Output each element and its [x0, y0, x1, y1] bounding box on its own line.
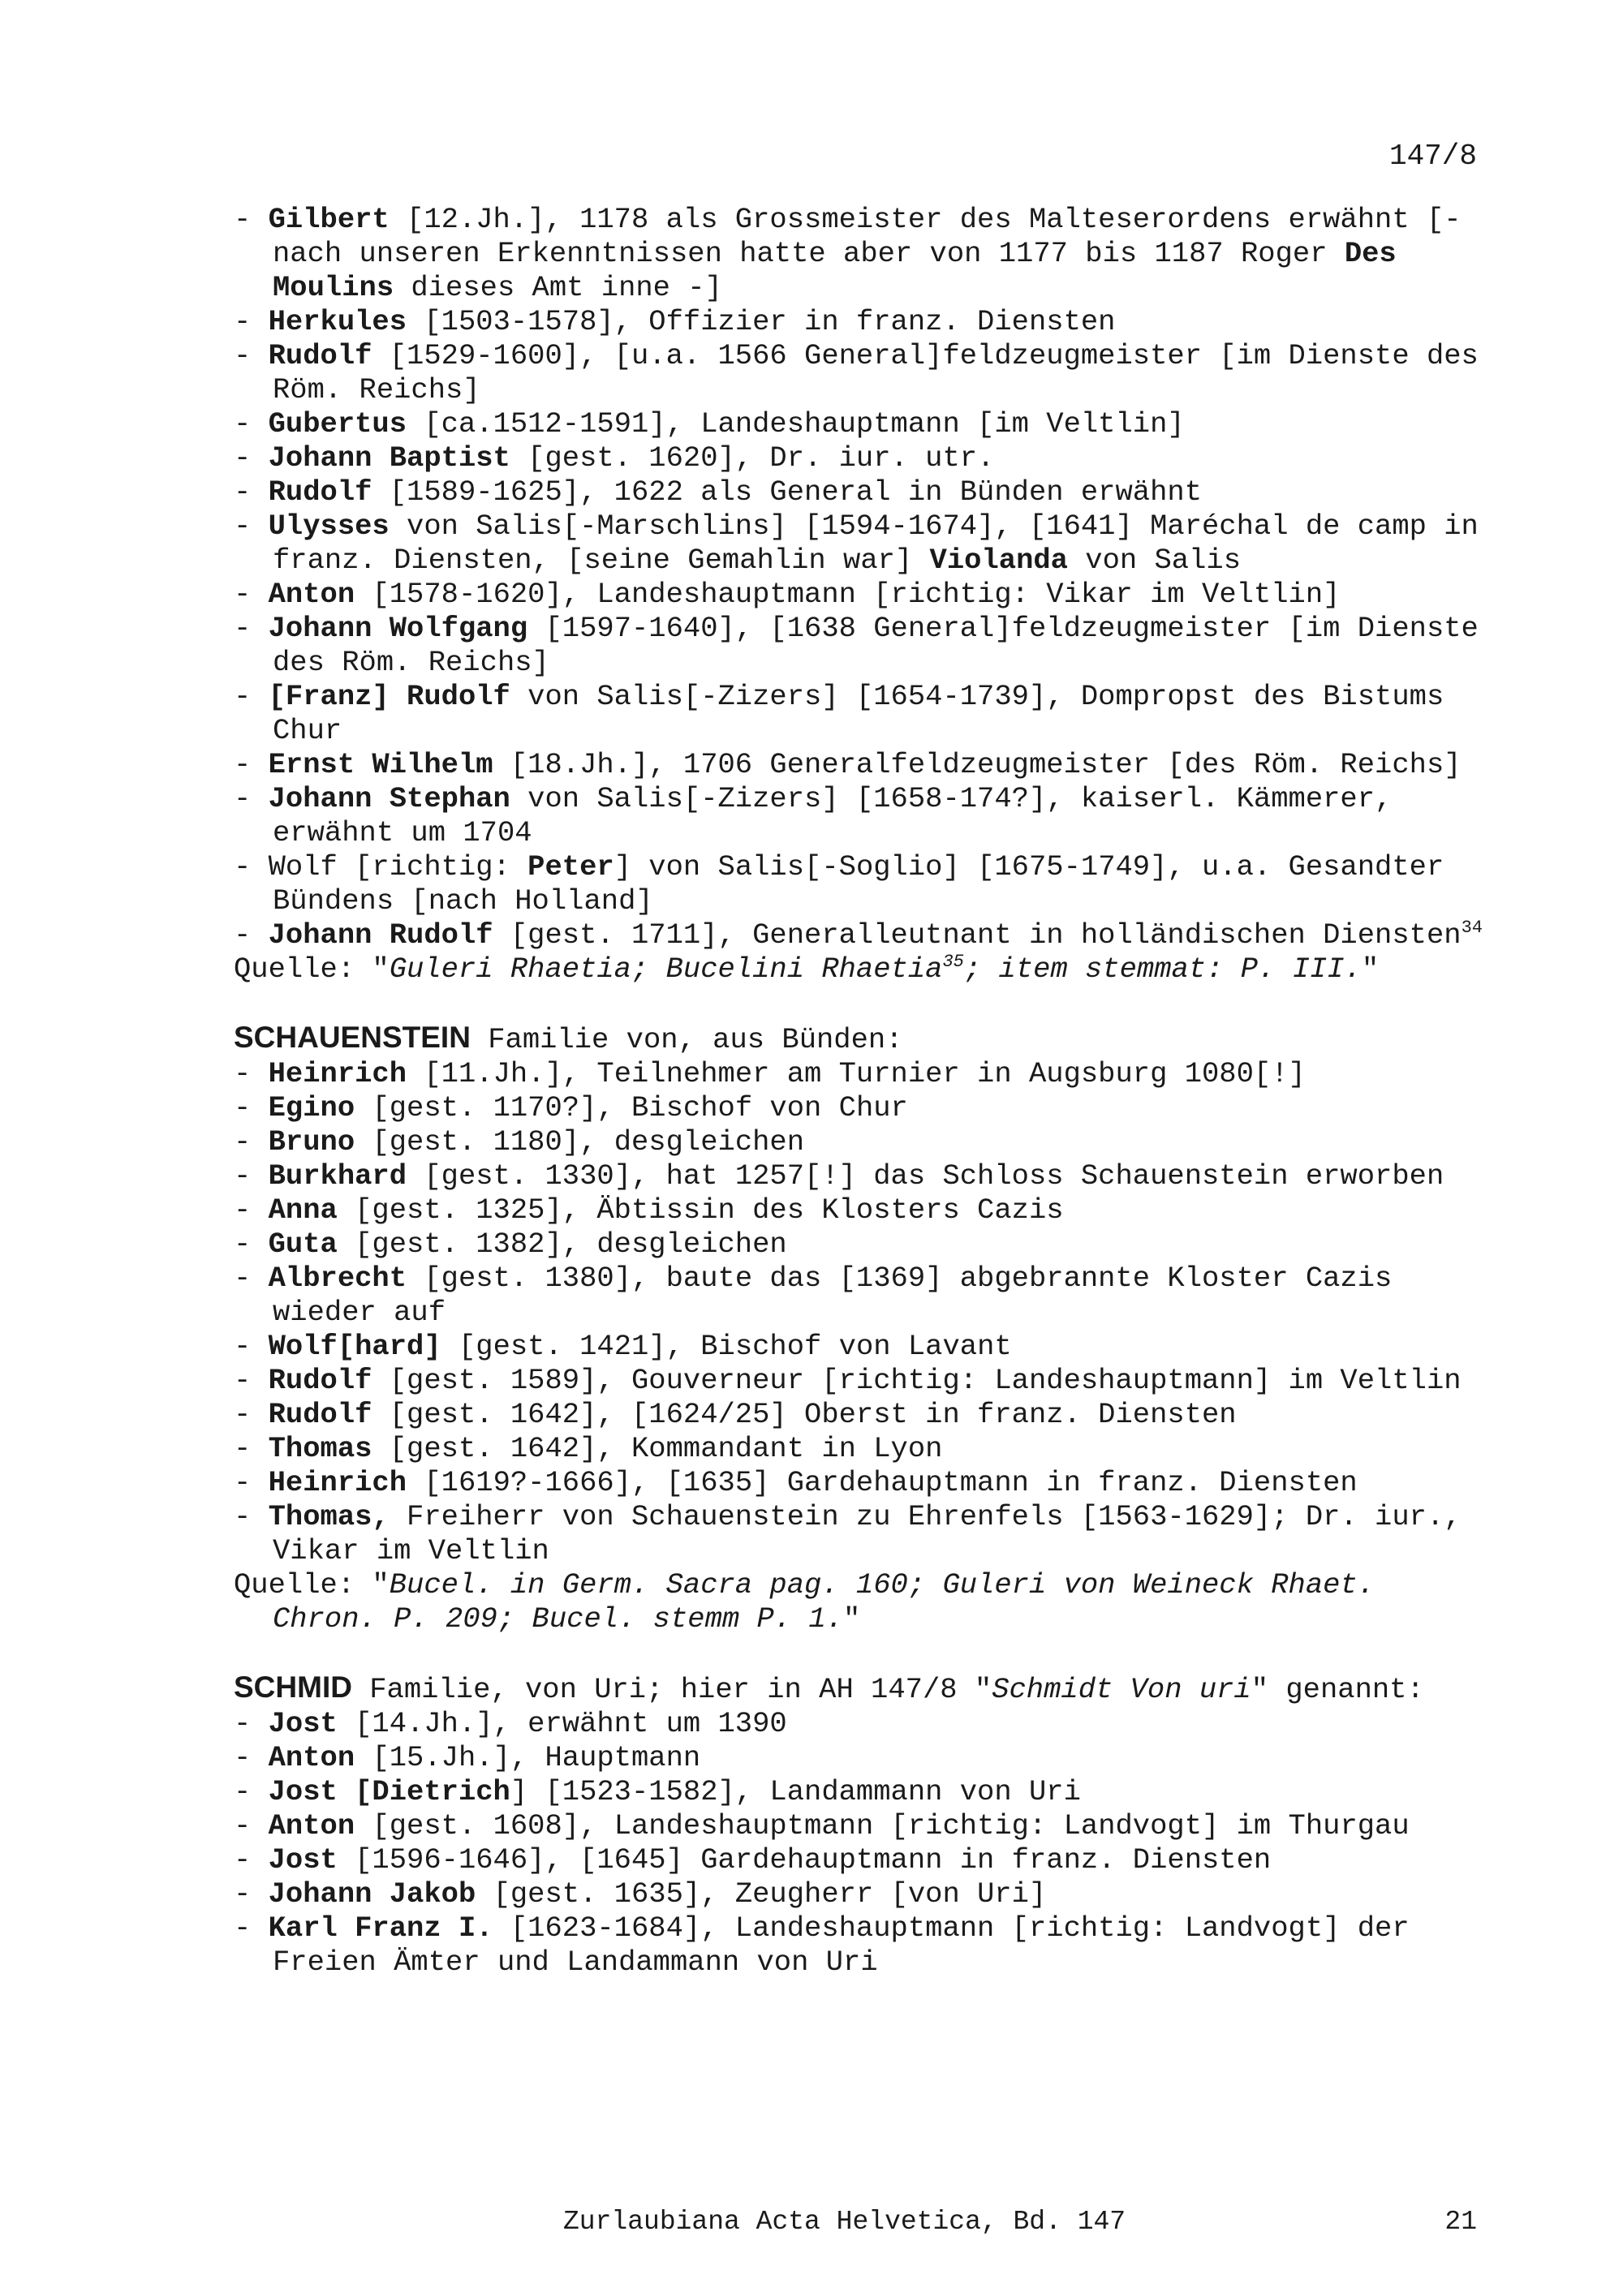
list-item	[234, 1330, 1483, 1364]
text-segment: -	[234, 1775, 269, 1808]
text-segment: -	[234, 1466, 269, 1499]
list-item	[234, 441, 1483, 475]
text-segment: Guleri Rhaetia; Bucelini Rhaetia	[389, 952, 943, 986]
list-item	[234, 1809, 1483, 1843]
person-name: Anton	[268, 578, 355, 611]
list-item	[234, 510, 1483, 578]
list-item	[234, 748, 1483, 782]
person-name: Bruno	[268, 1125, 355, 1159]
text-segment: dieses Amt inne -]	[394, 271, 722, 304]
text-segment: -	[234, 1364, 269, 1397]
person-name: Thomas	[268, 1432, 372, 1465]
text-segment: von Salis[-Zizers] [1658-174?], kaiserl. Kämmerer, erwähnt um 1704	[273, 782, 1393, 849]
text-segment: -	[234, 612, 269, 645]
text-segment: -	[234, 1398, 269, 1431]
person-name: Karl Franz I.	[268, 1911, 493, 1945]
schauenstein-entries	[234, 1057, 1483, 1568]
person-name: Rudolf	[268, 339, 372, 372]
text-segment: [gest. 1421], Bischof von Lavant	[441, 1330, 1012, 1363]
person-name: Ulysses	[268, 510, 390, 543]
text-segment: -	[234, 782, 269, 815]
person-name: Anna	[268, 1193, 338, 1227]
list-item	[234, 1911, 1483, 1980]
person-name: Rudolf	[268, 1364, 372, 1397]
text-segment: -	[234, 1159, 269, 1193]
text-segment: -	[234, 1809, 269, 1842]
text-segment: von Salis	[1067, 544, 1242, 577]
text-segment: [12.Jh.], 1178 als Grossmeister des Malteserordens erwähnt [- nach unseren Erkenntnissen hatte aber von 1177 bis 1187 Roger	[273, 203, 1462, 270]
text-segment: [18.Jh.], 1706 Generalfeldzeugmeister [des Röm. Reichs]	[493, 748, 1462, 781]
text-segment: [gest. 1325], Äbtissin des Klosters Cazis	[337, 1193, 1064, 1227]
schauenstein-source	[234, 1568, 1483, 1636]
person-name: [Franz] Rudolf	[268, 680, 510, 713]
text-segment: -	[234, 203, 269, 236]
text-segment: von Salis[-Marschlins] [1594-1674], [1641] Maréchal de camp in franz. Diensten, [seine Gemahlin war]	[273, 510, 1479, 577]
text-segment: -	[234, 407, 269, 441]
person-name: Johann Wolfgang	[268, 612, 528, 645]
list-item	[234, 1193, 1483, 1228]
list-item	[234, 612, 1483, 680]
text-segment: [1623-1684], Landeshauptmann [richtig: Landvogt] der Freien Ämter und Landammann von Uri	[273, 1911, 1410, 1979]
text-segment: [1589-1625], 1622 als General in Bünden erwähnt	[372, 475, 1203, 509]
text-segment: [gest. 1608], Landeshauptmann [richtig: Landvogt] im Thurgau	[355, 1809, 1410, 1842]
text-segment: -	[234, 475, 269, 509]
text-segment: ] von Salis[-Soglio] [1675-1749], u.a. Gesandter Bündens [nach Holland]	[273, 850, 1444, 918]
text-segment: Freiherr von Schauenstein zu Ehrenfels [1563-1629]; Dr. iur., Vikar im Veltlin	[273, 1500, 1462, 1567]
list-item	[234, 1398, 1483, 1432]
salis-entries	[234, 203, 1483, 952]
list-item	[234, 850, 1483, 918]
text-segment: -	[234, 1911, 269, 1945]
text-segment: -	[234, 1091, 269, 1124]
text-segment: -	[234, 1057, 269, 1090]
text-segment: -	[234, 1330, 269, 1363]
text-segment: ; item stemmat: P. III.	[963, 952, 1362, 986]
person-name: Des Moulins	[273, 237, 1397, 304]
list-item	[234, 305, 1483, 339]
footnote-ref: 34	[1461, 918, 1483, 939]
text-segment: [ca.1512-1591], Landeshauptmann [im Veltlin]	[407, 407, 1185, 441]
text-segment: von Salis[-Zizers] [1654-1739], Dompropst des Bistums Chur	[273, 680, 1444, 747]
schmid-entries	[234, 1707, 1483, 1980]
text-segment: Bucel. in Germ. Sacra pag. 160; Guleri von Weineck Rhaet. Chron. P. 209; Bucel. stemm P. 1.	[273, 1568, 1375, 1636]
person-name: Anton	[268, 1809, 355, 1842]
family-description	[352, 1673, 1424, 1706]
text-segment: Quelle: "	[234, 952, 390, 986]
text-segment: -	[234, 1707, 269, 1740]
text-segment: -	[234, 1843, 269, 1877]
list-item	[234, 1741, 1483, 1775]
person-name: Gubertus	[268, 407, 407, 441]
text-segment: -	[234, 305, 269, 338]
footer-page-number: 21	[1444, 2207, 1477, 2237]
person-name: Johann Stephan	[268, 782, 510, 815]
list-item	[234, 339, 1483, 407]
text-segment: [1596-1646], [1645] Gardehauptmann in franz. Diensten	[337, 1843, 1272, 1877]
text-segment: -	[234, 1228, 269, 1261]
person-name: Johann Rudolf	[268, 918, 493, 952]
text-segment: [gest. 1180], desgleichen	[355, 1125, 805, 1159]
footnote-ref: 35	[942, 952, 964, 973]
text-segment: [gest. 1635], Zeugherr [von Uri]	[476, 1877, 1047, 1911]
text-segment: [gest. 1642], [1624/25] Oberst in franz. Diensten	[372, 1398, 1237, 1431]
list-item	[234, 1843, 1483, 1877]
footer-title: Zurlaubiana Acta Helvetica, Bd. 147	[563, 2207, 1126, 2237]
person-name: Thomas,	[268, 1500, 390, 1533]
person-name: Anton	[268, 1741, 355, 1774]
list-item	[234, 918, 1483, 952]
text-segment: [gest. 1380], baute das [1369] abgebrannte Kloster Cazis wieder auf	[273, 1262, 1393, 1329]
text-segment: [gest. 1330], hat 1257[!] das Schloss Schauenstein erworben	[407, 1159, 1444, 1193]
person-name: Wolf[hard]	[268, 1330, 441, 1363]
list-item	[234, 475, 1483, 510]
person-name: Heinrich	[268, 1057, 407, 1090]
person-name: Heinrich	[268, 1466, 407, 1499]
list-item	[234, 578, 1483, 612]
text-segment: -	[234, 1432, 269, 1465]
list-item	[234, 1125, 1483, 1159]
list-item	[234, 1432, 1483, 1466]
text-segment: -	[234, 1877, 269, 1911]
person-name: Jost	[268, 1843, 338, 1877]
text-segment: -	[234, 918, 269, 952]
list-item	[234, 1091, 1483, 1125]
text-segment: [1578-1620], Landeshauptmann [richtig: Vikar im Veltlin]	[355, 578, 1341, 611]
text-segment: -	[234, 1262, 269, 1295]
person-name: Johann Jakob	[268, 1877, 476, 1911]
list-item	[234, 782, 1483, 850]
page-content	[234, 203, 1483, 1980]
list-item	[234, 680, 1483, 748]
list-item	[234, 1364, 1483, 1398]
text-segment: [1529-1600], [u.a. 1566 General]feldzeugmeister [im Dienste des Röm. Reichs]	[273, 339, 1479, 406]
schmid-heading	[234, 1670, 1483, 1707]
text-segment: Schmidt Von uri	[992, 1673, 1251, 1706]
list-item	[234, 1159, 1483, 1193]
person-name: Jost [Dietrich	[268, 1775, 510, 1808]
person-name: Ernst Wilhelm	[268, 748, 493, 781]
family-description: Familie von, aus Bünden:	[470, 1023, 903, 1056]
person-name: Johann Baptist	[268, 441, 510, 475]
list-item	[234, 1707, 1483, 1741]
text-segment: -	[234, 1741, 269, 1774]
text-segment: [14.Jh.], erwähnt um 1390	[337, 1707, 787, 1740]
text-segment: -	[234, 1193, 269, 1227]
person-name: Albrecht	[268, 1262, 407, 1295]
person-name: Rudolf	[268, 1398, 372, 1431]
list-item	[234, 203, 1483, 305]
text-segment: [1503-1578], Offizier in franz. Diensten	[407, 305, 1116, 338]
text-segment: -	[234, 748, 269, 781]
text-segment: [15.Jh.], Hauptmann	[355, 1741, 701, 1774]
text-segment: ] [1523-1582], Landammann von Uri	[510, 1775, 1081, 1808]
text-segment: [gest. 1382], desgleichen	[337, 1228, 787, 1261]
text-segment: [gest. 1642], Kommandant in Lyon	[372, 1432, 943, 1465]
page-number: 147/8	[1388, 140, 1477, 173]
person-name: Egino	[268, 1091, 355, 1124]
text-segment: Familie, von Uri; hier in AH 147/8 "	[351, 1673, 992, 1706]
list-item	[234, 1262, 1483, 1330]
list-item	[234, 1500, 1483, 1568]
person-name: Jost	[268, 1707, 338, 1740]
text-segment: [gest. 1170?], Bischof von Chur	[355, 1091, 908, 1124]
family-name: SCHAUENSTEIN	[234, 1021, 471, 1054]
list-item	[234, 1057, 1483, 1091]
list-item	[234, 1228, 1483, 1262]
text-segment: " genannt:	[1251, 1673, 1424, 1706]
text-segment: [1619?-1666], [1635] Gardehauptmann in franz. Diensten	[407, 1466, 1358, 1499]
text-segment: [11.Jh.], Teilnehmer am Turnier in Augsburg 1080[!]	[407, 1057, 1306, 1090]
text-segment: [gest. 1620], Dr. iur. utr.	[510, 441, 995, 475]
schauenstein-heading	[234, 1021, 1483, 1057]
text-segment: [gest. 1589], Gouverneur [richtig: Landeshauptmann] im Veltlin	[372, 1364, 1462, 1397]
text-segment: - Wolf [richtig:	[234, 850, 528, 884]
list-item	[234, 1775, 1483, 1809]
list-item	[234, 1877, 1483, 1911]
text-segment: [gest. 1711], Generalleutnant in holländischen Diensten	[493, 918, 1462, 952]
person-name: Violanda	[929, 544, 1068, 577]
text-segment: "	[843, 1602, 861, 1636]
person-name: Rudolf	[268, 475, 372, 509]
text-segment: -	[234, 578, 269, 611]
text-segment: -	[234, 441, 269, 475]
person-name: Herkules	[268, 305, 407, 338]
text-segment: -	[234, 510, 269, 543]
text-segment: -	[234, 1500, 269, 1533]
text-segment: "	[1361, 952, 1380, 986]
person-name: Burkhard	[268, 1159, 407, 1193]
person-name: Peter	[527, 850, 614, 884]
salis-source	[234, 952, 1483, 987]
text-segment: -	[234, 1125, 269, 1159]
text-segment: -	[234, 339, 269, 372]
list-item	[234, 1466, 1483, 1500]
text-segment: -	[234, 680, 269, 713]
text-segment: Quelle: "	[234, 1568, 390, 1602]
family-name: SCHMID	[234, 1670, 352, 1704]
person-name: Guta	[268, 1228, 338, 1261]
list-item	[234, 407, 1483, 441]
person-name: Gilbert	[268, 203, 390, 236]
text-segment: [1597-1640], [1638 General]feldzeugmeister [im Dienste des Röm. Reichs]	[273, 612, 1479, 679]
